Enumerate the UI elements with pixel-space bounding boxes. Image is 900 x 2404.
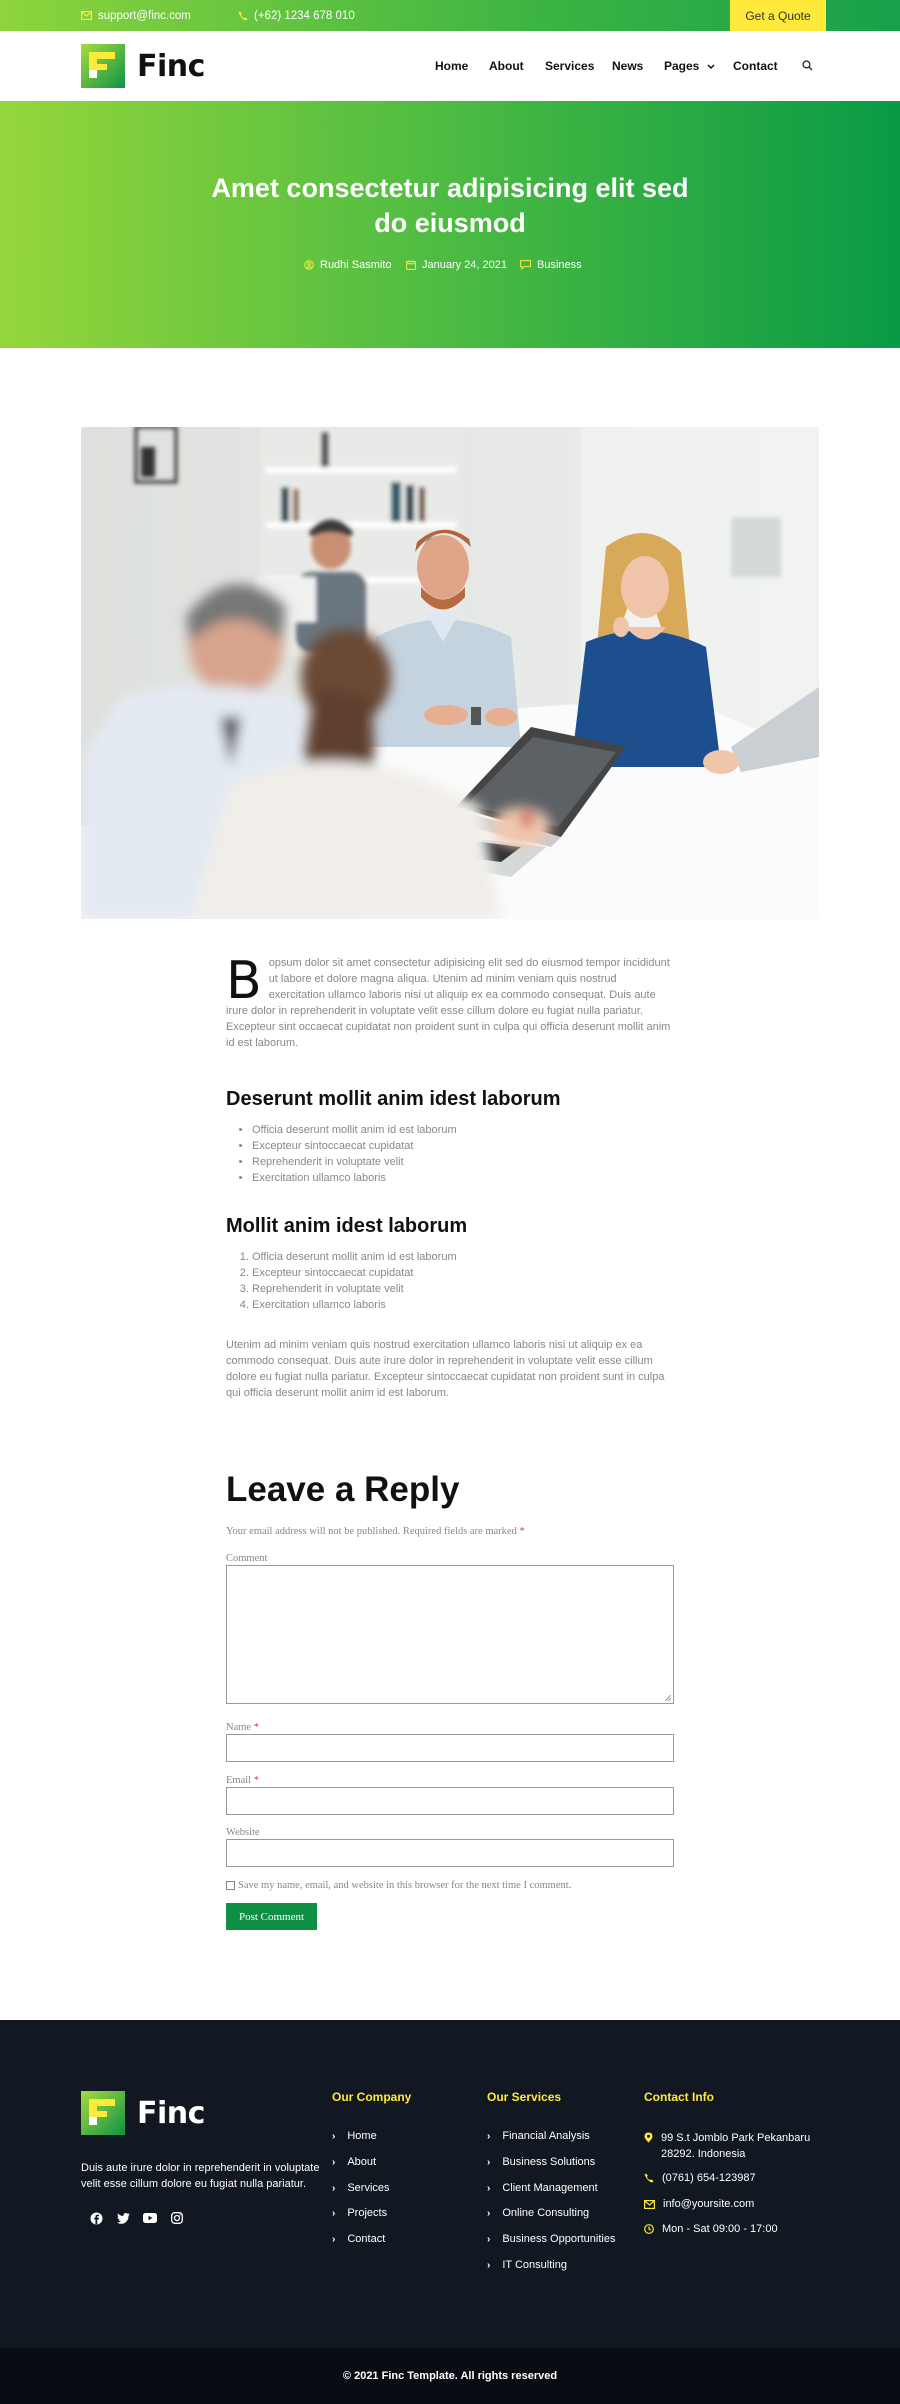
footer-address-line2: 28292. Indonesia (661, 2148, 746, 2160)
footer-link-it-consulting[interactable] (487, 2259, 567, 2271)
comment-icon (520, 260, 531, 270)
list-item: • Officia deserunt mollit anim id est laborum (252, 1122, 457, 1138)
get-a-quote-button[interactable]: Get a Quote (730, 0, 826, 31)
save-info-label: Save my name, email, and website in this browser for the next time I comment. (238, 1880, 572, 1891)
footer-link-label: About (347, 2156, 377, 2168)
list-item: 4. Exercitation ullamco laboris (252, 1297, 457, 1313)
list-item: 1. Officia deserunt mollit anim id est laborum (252, 1249, 457, 1265)
email-field[interactable] (226, 1787, 674, 1815)
article-heading-1: Deserunt mollit anim idest laborum (226, 1088, 561, 1110)
copyright-text: © 2021 Finc Template. All rights reserved (342, 2370, 558, 2382)
footer-link-label: Projects (347, 2207, 388, 2219)
name-label-text: Name (226, 1722, 252, 1733)
site-footer (0, 2020, 900, 2348)
footer-phone-text: (0761) 654-123987 (662, 2172, 756, 2184)
nav-pages[interactable] (664, 59, 715, 73)
main-nav (0, 31, 900, 101)
list-item: 3. Reprehenderit in voluptate velit (252, 1281, 457, 1297)
footer-link-label: Business Opportunities (502, 2233, 616, 2245)
numbered-list (252, 1249, 457, 1313)
name-field[interactable] (226, 1734, 674, 1762)
email-label (226, 1775, 259, 1786)
footer-contact-title: Contact Info (644, 2090, 714, 2104)
post-date (406, 259, 507, 271)
comment-textarea[interactable] (226, 1565, 674, 1704)
footer-email[interactable] (644, 2198, 754, 2210)
resize-handle-icon[interactable] (665, 1695, 671, 1701)
nav-about[interactable]: About (489, 59, 524, 73)
comment-label: Comment (226, 1553, 268, 1564)
footer-link-label: Business Solutions (502, 2156, 596, 2168)
envelope-icon (644, 2200, 655, 2209)
copyright-bar (0, 2348, 900, 2404)
footer-link-home[interactable] (332, 2130, 377, 2142)
list-item: • Excepteur sintoccaecat cupidatat (252, 1138, 457, 1154)
list-item: • Reprehenderit in voluptate velit (252, 1154, 457, 1170)
footer-email-text: info@yoursite.com (663, 2198, 755, 2210)
facebook-link[interactable] (88, 2210, 104, 2226)
chevron-right-icon: › (487, 2182, 491, 2194)
footer-link-label: Financial Analysis (502, 2130, 590, 2142)
twitter-icon (117, 2213, 130, 2224)
footer-hours (644, 2223, 778, 2235)
post-author-name: Rudhi Sasmito (320, 259, 392, 271)
logo-mark (81, 2091, 125, 2135)
nav-services[interactable]: Services (545, 59, 595, 73)
instagram-icon (171, 2212, 183, 2224)
article-intro-text: opsum dolor sit amet consectetur adipisicing elit sed do eiusmod tempor incididunt ut labore et dolore magna aliqua. Utenim ad minim veniam quis nostrud exercitation ullamco laboris nisi ut aliquip ex ea commodo consequat. Duis aute irure dolor in reprehenderit in voluptate velit esse cillum dolore eu fugiat nulla pariatur. Excepteur sint occaecat cupidatat non proident sunt in culpa qui officia deserunt mollit anim id est laborum. (226, 957, 671, 1049)
save-info-row (226, 1880, 571, 1891)
chevron-right-icon: › (487, 2156, 491, 2168)
chevron-right-icon: › (332, 2130, 336, 2142)
nav-pages-label: Pages (664, 59, 700, 73)
facebook-icon (90, 2212, 103, 2225)
nav-news[interactable]: News (612, 59, 644, 73)
article-closing: Utenim ad minim veniam quis nostrud exercitation ullamco laboris nisi ut aliquip ex ea commodo consequat. Duis aute irure dolor in reprehenderit in voluptate velit esse cillum dolore eu fugiat nulla pariatur. Excepteur sintoccaecat cupidatat non proident sunt in culpa qui officia deserunt mollit anim id est laborum. (226, 1339, 665, 1399)
footer-link-services[interactable] (332, 2182, 390, 2194)
top-bar (0, 0, 900, 31)
footer-hours-text: Mon - Sat 09:00 - 17:00 (662, 2223, 778, 2235)
footer-link-label: Online Consulting (502, 2207, 590, 2219)
website-label: Website (226, 1827, 260, 1838)
website-field[interactable] (226, 1839, 674, 1867)
reply-title: Leave a Reply (226, 1470, 460, 1509)
nav-contact[interactable]: Contact (733, 59, 778, 73)
chevron-right-icon: › (332, 2207, 336, 2219)
youtube-link[interactable] (142, 2210, 158, 2226)
chevron-right-icon: › (487, 2207, 491, 2219)
logo-text: Finc (137, 48, 205, 84)
footer-link-financial-analysis[interactable] (487, 2130, 590, 2142)
footer-link-label: IT Consulting (502, 2259, 567, 2271)
chevron-right-icon: › (332, 2233, 336, 2245)
post-comment-button[interactable]: Post Comment (226, 1903, 317, 1930)
name-label (226, 1722, 259, 1733)
post-author[interactable] (304, 259, 392, 271)
chevron-down-icon (707, 64, 715, 70)
footer-link-client-management[interactable] (487, 2182, 598, 2194)
chevron-right-icon: › (332, 2182, 336, 2194)
reply-note-text: Your email address will not be published. Required fields are marked (226, 1526, 517, 1537)
footer-company-title: Our Company (332, 2090, 412, 2104)
topbar-phone-text: (+62) 1234 678 010 (254, 9, 355, 22)
clock-icon (644, 2224, 654, 2234)
required-mark: * (253, 1722, 259, 1733)
footer-logo-text: Finc (137, 2095, 205, 2131)
post-category[interactable] (520, 259, 582, 271)
youtube-icon (143, 2213, 157, 2223)
article-heading-2: Mollit anim idest laborum (226, 1215, 468, 1237)
footer-link-label: Contact (347, 2233, 386, 2245)
required-mark: * (519, 1526, 525, 1537)
footer-link-label: Home (347, 2130, 377, 2142)
search-icon (802, 60, 813, 71)
nav-home[interactable]: Home (435, 59, 469, 73)
drop-cap: B (226, 951, 262, 1011)
footer-link-online-consulting[interactable] (487, 2207, 589, 2219)
phone-icon (238, 11, 248, 21)
article-intro (226, 951, 672, 1051)
topbar-email-text: support@finc.com (98, 9, 191, 22)
footer-link-about[interactable] (332, 2156, 376, 2168)
hero-banner (0, 101, 900, 348)
office-meeting-photo (81, 427, 819, 919)
footer-link-contact[interactable] (332, 2233, 385, 2245)
email-label-text: Email (226, 1775, 252, 1786)
footer-logo[interactable] (81, 2091, 205, 2135)
footer-services-title: Our Services (487, 2090, 562, 2104)
topbar-email[interactable] (81, 0, 191, 31)
chevron-right-icon: › (487, 2259, 491, 2271)
footer-address (644, 2130, 810, 2162)
required-mark: * (253, 1775, 259, 1786)
post-date-text: January 24, 2021 (422, 259, 508, 271)
footer-link-label: Services (347, 2182, 390, 2194)
footer-address-line1: 99 S.t Jomblo Park Pekanbaru (661, 2132, 811, 2144)
footer-phone[interactable] (644, 2172, 756, 2184)
footer-link-projects[interactable] (332, 2207, 387, 2219)
twitter-link[interactable] (115, 2210, 131, 2226)
reply-note (226, 1526, 525, 1537)
list-item: • Exercitation ullamco laboris (252, 1170, 457, 1186)
phone-icon (644, 2173, 654, 2183)
map-pin-icon (644, 2132, 653, 2143)
featured-image (81, 427, 819, 919)
chevron-right-icon: › (487, 2233, 491, 2245)
save-info-checkbox[interactable] (226, 1881, 235, 1890)
post-category-text: Business (537, 259, 582, 271)
footer-link-business-opportunities[interactable] (487, 2233, 615, 2245)
chevron-right-icon: › (487, 2130, 491, 2142)
footer-description: Duis aute irure dolor in reprehenderit in voluptate velit esse cillum dolore eu fugiat nulla pariatur. (81, 2162, 320, 2190)
footer-link-label: Client Management (502, 2182, 598, 2194)
envelope-icon (81, 11, 92, 20)
search-button[interactable] (802, 60, 813, 74)
footer-link-business-solutions[interactable] (487, 2156, 595, 2168)
calendar-icon (406, 260, 416, 270)
chevron-right-icon: › (332, 2156, 336, 2168)
user-icon (304, 260, 314, 270)
list-item: 2. Excepteur sintoccaecat cupidatat (252, 1265, 457, 1281)
footer-address-text (661, 2130, 810, 2162)
bullet-list (252, 1122, 457, 1186)
post-title: Amet consectetur adipisicing elit sed do eiusmod (211, 173, 689, 238)
site-header (0, 31, 900, 101)
instagram-link[interactable] (169, 2210, 185, 2226)
topbar-phone[interactable] (238, 0, 355, 31)
